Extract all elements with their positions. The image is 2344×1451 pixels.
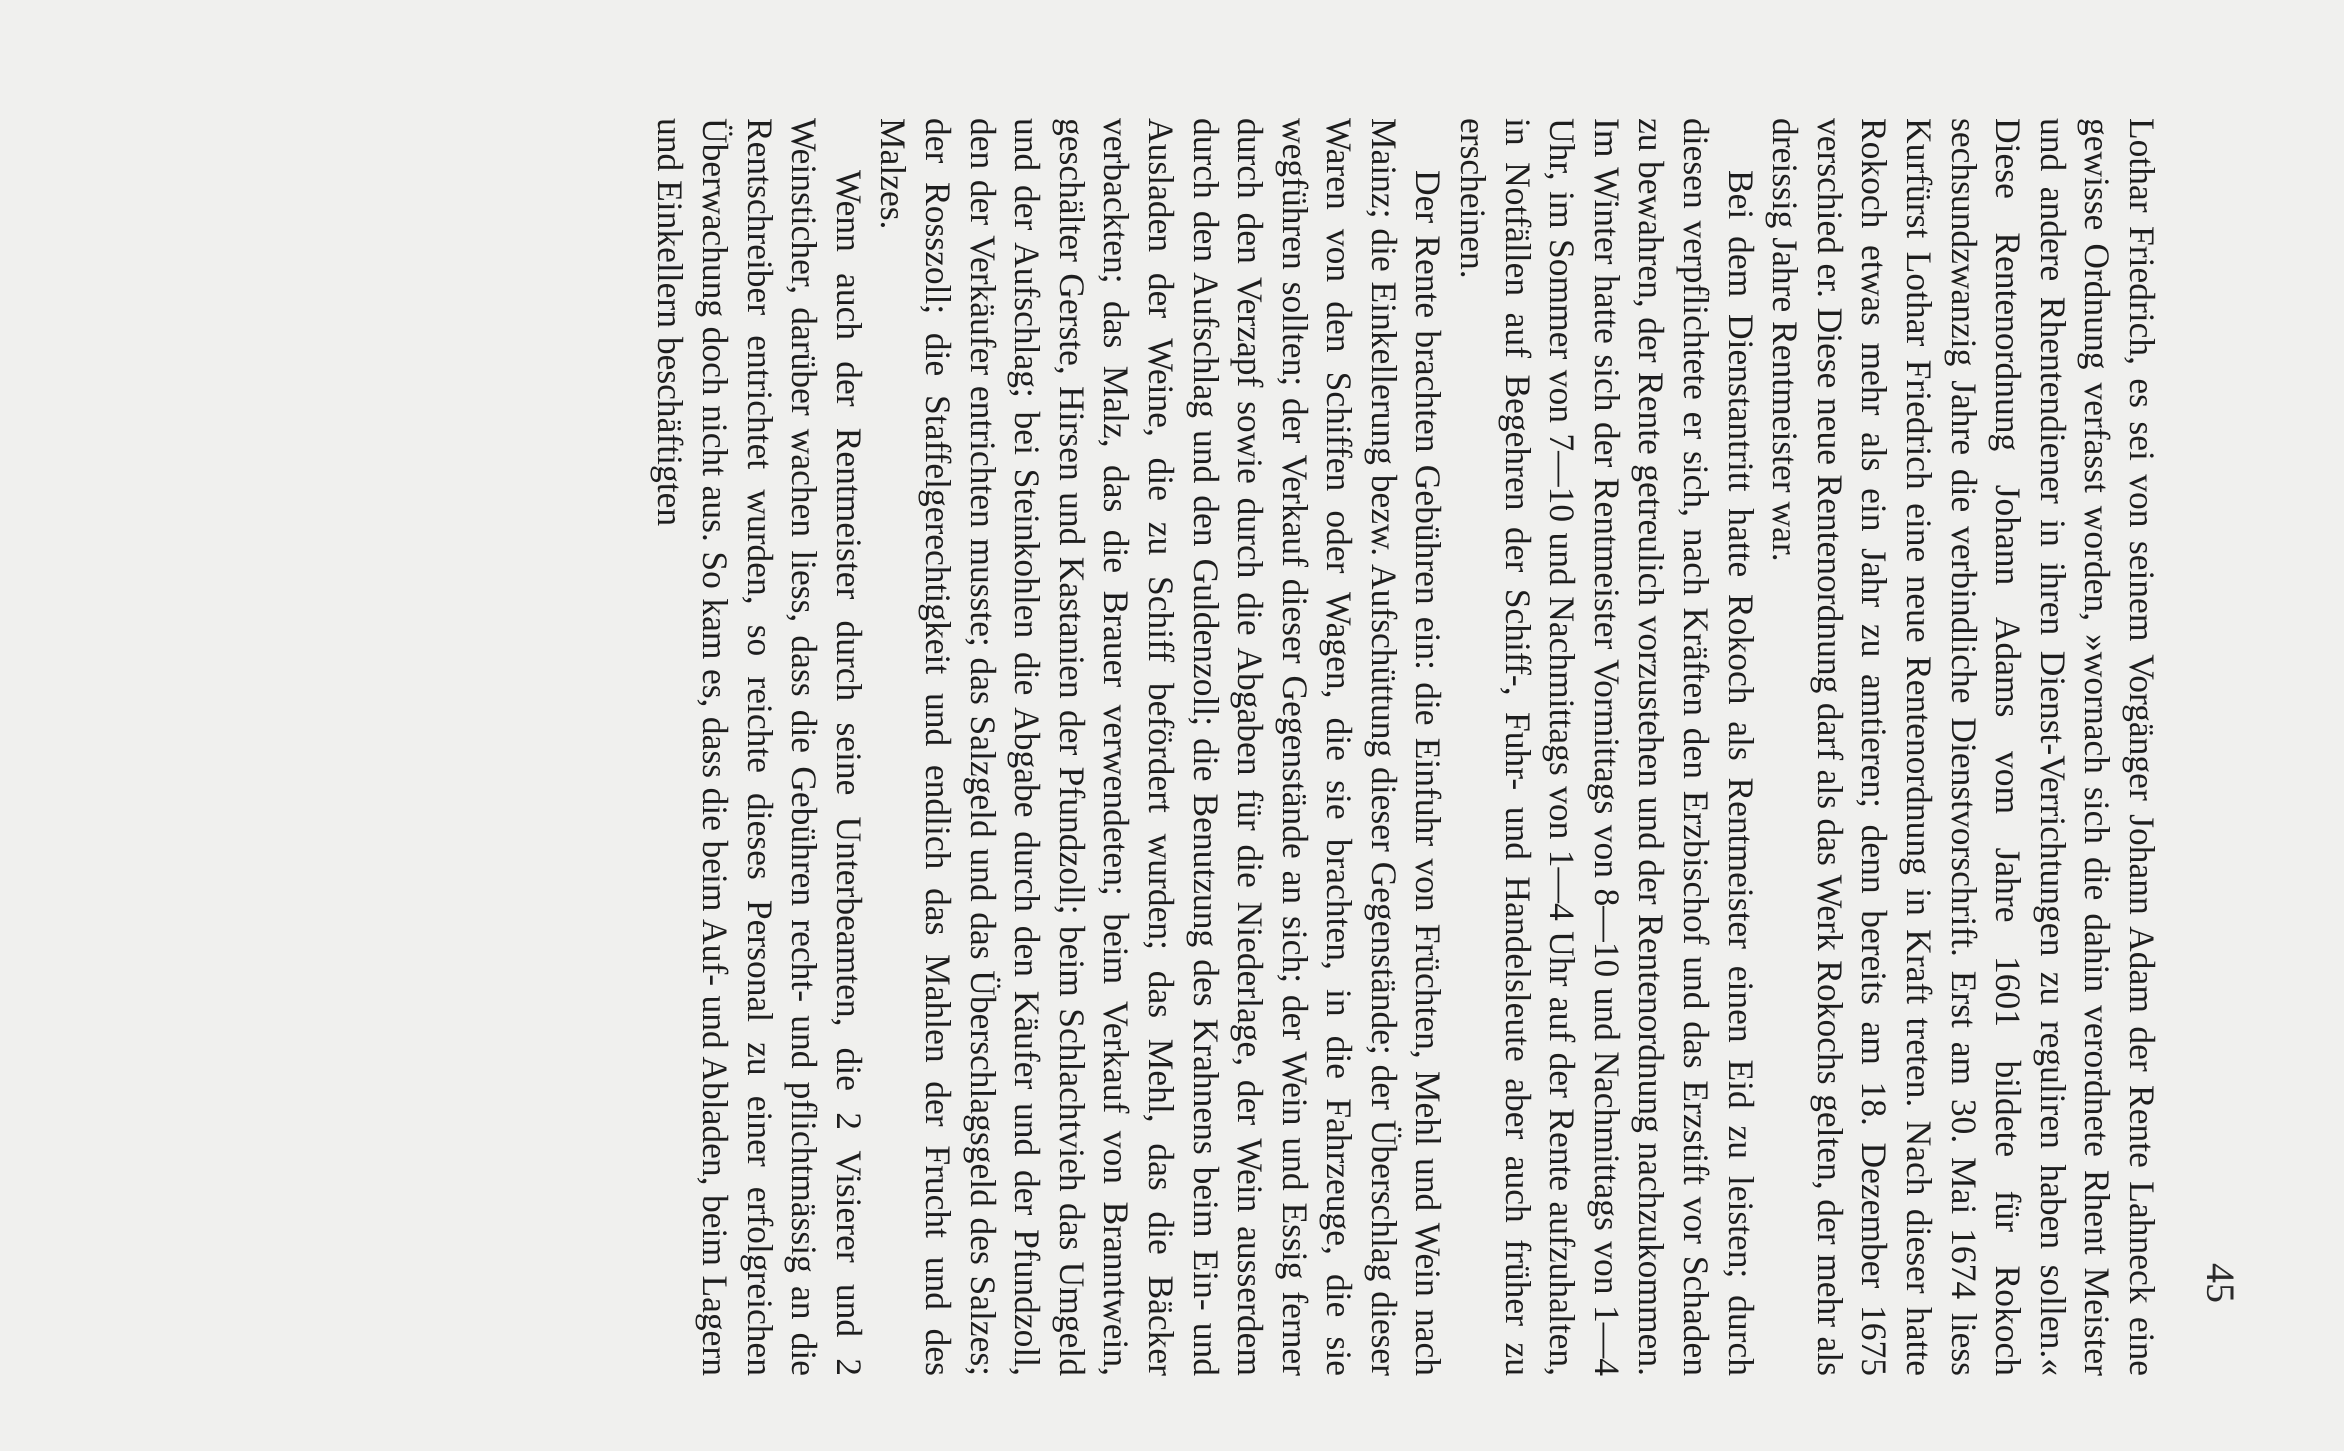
paragraph-2: Bei dem Dienstantritt hatte Rokoch als Rentmeister einen Eid zu leisten; durch diesen verpflichtete er sich, nach Kräften den Erzbischof und das Erzstift vor Schaden zu bewahren, der Rente getreulich vorzustehen und der Rentenordnung nachzukommen. Im Winter hatte sich der Rentmeister Vormittags von 8—10 und Nachmittags von 1—4 Uhr, im Sommer von 7—10 und Nachmittags von 1—4 Uhr auf der Rente aufzuhalten, in Notfällen auf Begehren der Schiff-, Fuhr- und Handelsleute aber auch früher zu erscheinen. <box>1453 118 1761 1376</box>
page-number: 45 <box>2198 1263 2243 1303</box>
paragraph-3: Der Rente brachten Gebühren ein: die Einfuhr von Früchten, Mehl und Wein nach Mainz; die Einkellerung bezw. Aufschüttung dieser Gegenstände; der Überschlag dieser Waren von den Schiffen oder Wagen, die sie brachten, in die Fahrzeuge, die sie wegführen sollten; der Verkauf dieser Gegenstände an sich; der Wein und Essig ferner durch den Verzapf sowie durch die Abgaben für die Niederlage, der Wein ausserdem durch den Aufschlag und den Guldenzoll; die Benutzung des Krahnens beim Ein- und Ausladen der Weine, die zu Schiff befördert wurden; das Mehl, das die Bäcker verbackten; das Malz, das die Brauer verwendeten; beim Verkauf von Branntwein, geschälter Gerste, Hirsen und Kastanien der Pfundzoll; beim Schlachtvieh das Umgeld und der Aufschlag; bei Steinkohlen die Abgabe durch den Käufer und der Pfundzoll, den der Verkäufer entrichten musste; das Salzgeld und das Überschlagsgeld des Salzes; der Rosszoll; die Staffelgerechtigkeit und endlich das Mahlen der Frucht und des Malzes. <box>873 118 1449 1376</box>
paragraph-1: Lothar Friedrich, es sei von seinem Vorgänger Johann Adam der Rente Lahneck eine gewisse Ordnung verfasst worden, »wornach sich die dahin verordnete Rhent Meister und andere Rhentendiener in ihren Dienst-Verrichtungen zu reguliren haben sollen.« Diese Rentenordnung Johann Adams vom Jahre 1601 bildete für Rokoch sechsundzwanzig Jahre die verbindliche Dienstvorschrift. Erst am 30. Mai 1674 liess Kurfürst Lothar Friedrich eine neue Rentenordnung in Kraft treten. Nach dieser hatte Rokoch etwas mehr als ein Jahr zu amtieren; denn bereits am 18. Dezember 1675 verschied er. Diese neue Rentenordnung darf als das Werk Rokochs gelten, der mehr als dreissig Jahre Rentmeister war. <box>1765 118 2162 1376</box>
body-text <box>648 118 2164 1376</box>
paragraph-4: Wenn auch der Rentmeister durch seine Unterbeamten, die 2 Visierer und 2 Weinsticher, darüber wachen liess, dass die Gebühren recht- und pflichtmässig an die Rentschreiber entrichtet wurden, so reichte dieses Personal zu einer erfolgreichen Überwachung doch nicht aus. So kam es, dass die beim Auf- und Abladen, beim Lagern und Einkellern beschäftigten <box>650 118 869 1376</box>
